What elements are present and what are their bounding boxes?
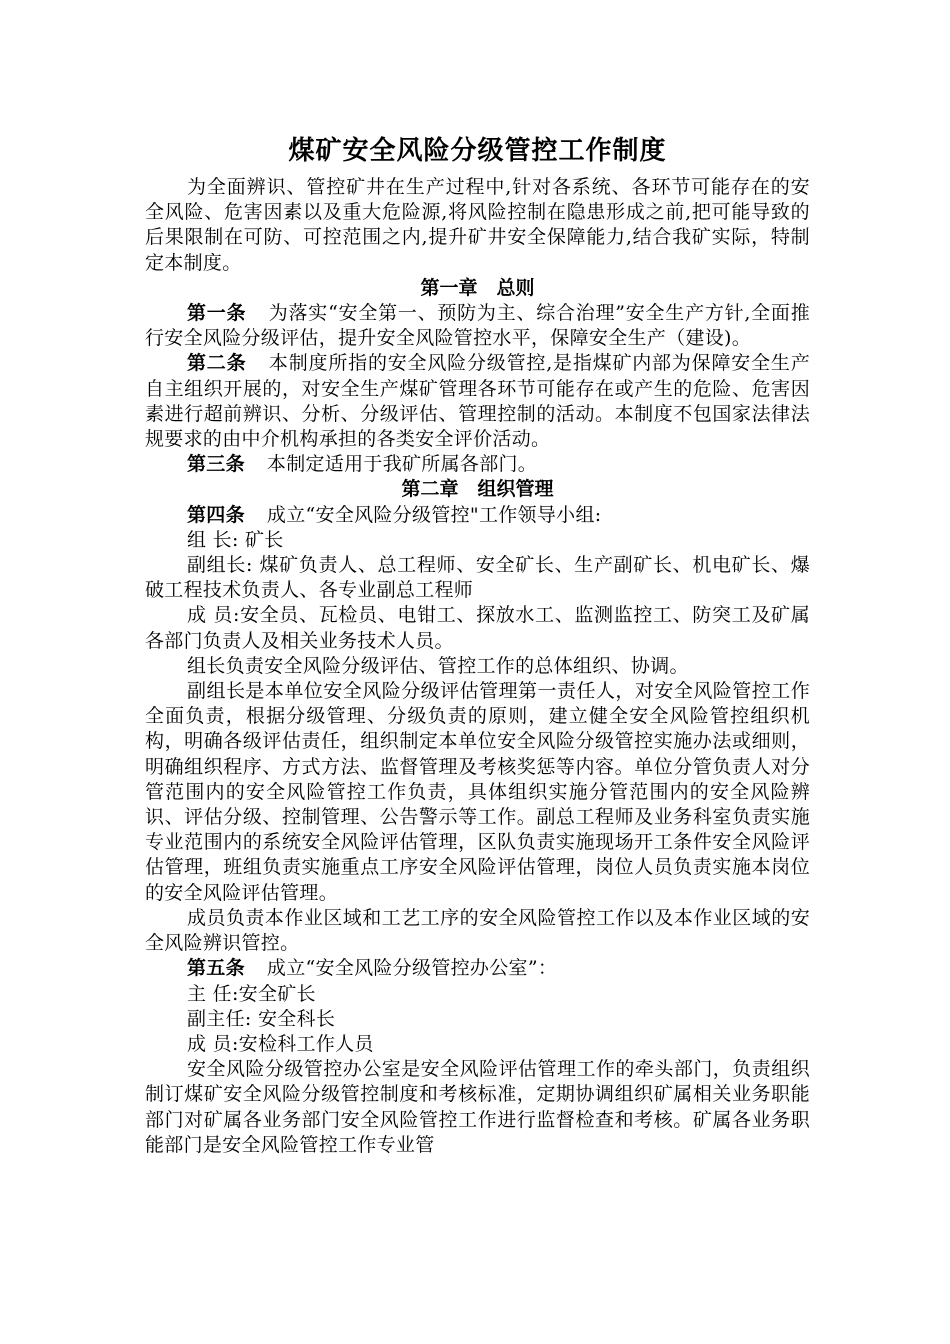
article-1-label: 第一条 <box>187 302 247 325</box>
chapter-2-heading: 第二章 组织管理 <box>401 478 554 501</box>
intro-paragraph: 为全面辨识、管控矿井在生产过程中,针对各系统、各环节可能存在的安全风险、危害因素以及重大危险源,将风险控制在隐患形成之前,把可能导致的后果限制在可防、可控范围之内,提升矿井安全保障能力,结合我矿实际，特制定本制度。 <box>145 176 810 274</box>
article-4-label: 第四条 <box>187 503 245 526</box>
article-4 <box>145 503 810 528</box>
article-3-label: 第三条 <box>187 453 245 476</box>
article-2-label: 第二条 <box>187 352 247 375</box>
leader-duty-paragraph: 组长负责安全风险分级评估、管控工作的总体组织、协调。 <box>187 654 689 677</box>
deputy-duty-paragraph: 副组长是本单位安全风险分级评估管理第一责任人，对安全风险管控工作全面负责，根据分级管理、分级负责的原则，建立健全安全风险管控组织机构，明确各级评估责任，组织制定本单位安全风险分级管控实施办法或细则，明确组织程序、方式方法、监督管理及考核奖惩等内容。单位分管负责人对分管范围内的安全风险管控工作负责，具体组织实施分管范围内的安全风险辨识、评估分级、控制管理、公告警示等工作。副总工程师及业务科室负责实施专业范围内的系统安全风险评估管理，区队负责实施现场开工条件安全风险评估管理，班组负责实施重点工序安全风险评估管理，岗位人员负责实施本岗位的安全风险评估管理。 <box>145 680 810 904</box>
article-2-text: 本制度所指的安全风险分级管控,是指煤矿内部为保障安全生产自主组织开展的，对安全生产煤矿管理各环节可能存在或产生的危险、危害因素进行超前辨识、分析、分级评估、管理控制的活动。本制度不包国家法律法规要求的由中介机构承担的各类安全评价活动。 <box>145 352 810 451</box>
group-leader-line: 组 长: 矿长 <box>187 528 284 551</box>
article-3-text: 本制定适用于我矿所属各部门。 <box>266 453 538 476</box>
group-members-line: 成 员:安全员、瓦检员、电钳工、探放水工、监测监控工、防突工及矿属各部门负责人及相关业务技术人员。 <box>145 604 810 652</box>
office-duty-paragraph: 安全风险分级管控办公室是安全风险评估管理工作的牵头部门，负责组织制订煤矿安全风险分级管控制度和考核标准，定期协调组织矿属相关业务职能部门对矿属各业务部门安全风险管控工作进行监督检查和考核。矿属各业务职能部门是安全风险管控工作专业管 <box>145 1058 810 1156</box>
article-5 <box>145 956 810 981</box>
document-page <box>145 132 810 1158</box>
article-5-text: 成立“安全风险分级管控办公室”： <box>266 957 558 980</box>
article-3 <box>145 452 810 477</box>
article-5-label: 第五条 <box>187 957 245 980</box>
article-1-text: 为落实“安全第一、预防为主、综合治理”安全生产方针,全面推行安全风险分级评估，提升安全风险管控水平，保障安全生产（建设)。 <box>145 302 811 350</box>
document-title: 煤矿安全风险分级管控工作制度 <box>288 136 667 166</box>
chapter-1-heading: 第一章 总则 <box>420 276 535 299</box>
article-4-text: 成立“安全风险分级管控"工作领导小组: <box>266 503 602 526</box>
deputy-leader-line: 副组长: 煤矿负责人、总工程师、安全矿长、生产副矿长、机电矿长、爆破工程技术负责人、各专业副总工程师 <box>145 554 810 602</box>
article-1 <box>145 301 810 351</box>
office-director-line: 主 任:安全矿长 <box>187 982 316 1005</box>
office-deputy-line: 副主任: 安全科长 <box>187 1007 336 1030</box>
office-members-line: 成 员:安检科工作人员 <box>187 1032 374 1055</box>
members-duty-paragraph: 成员负责本作业区域和工艺工序的安全风险管控工作以及本作业区域的安全风险辨识管控。 <box>145 906 810 955</box>
article-2 <box>145 351 810 452</box>
